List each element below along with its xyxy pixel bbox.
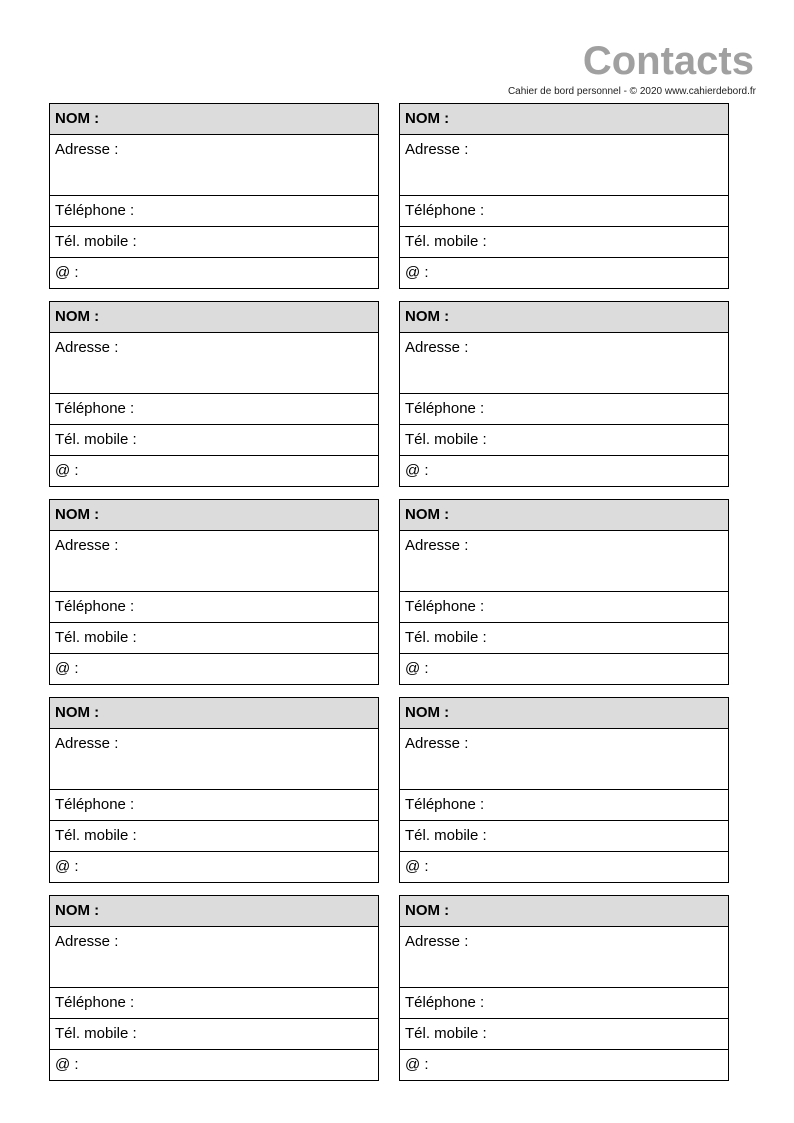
email-field[interactable]: @ : bbox=[55, 264, 79, 282]
mobile-field[interactable]: Tél. mobile : bbox=[400, 227, 728, 258]
mobile-field[interactable]: Tél. mobile : bbox=[50, 425, 378, 456]
phone-field[interactable]: Téléphone : bbox=[50, 196, 378, 227]
name-field[interactable]: NOM : bbox=[50, 104, 378, 135]
address-field[interactable]: Adresse : bbox=[50, 531, 378, 593]
page-subtitle: Cahier de bord personnel - © 2020 www.cahierdebord.fr bbox=[507, 86, 756, 97]
contact-card bbox=[49, 103, 379, 289]
email-field[interactable]: @ : bbox=[405, 1056, 429, 1074]
email-field[interactable]: @ : bbox=[55, 858, 79, 876]
email-field[interactable]: @ : bbox=[405, 264, 429, 282]
mobile-field[interactable]: Tél. mobile : bbox=[400, 1019, 728, 1050]
name-field[interactable]: NOM : bbox=[50, 500, 378, 531]
mobile-field[interactable]: Tél. mobile : bbox=[400, 425, 728, 456]
contact-card bbox=[49, 301, 379, 487]
address-field[interactable]: Adresse : bbox=[400, 135, 728, 197]
address-field[interactable]: Adresse : bbox=[50, 135, 378, 197]
contact-card bbox=[399, 103, 729, 289]
phone-field[interactable]: Téléphone : bbox=[400, 394, 728, 425]
name-field[interactable]: NOM : bbox=[50, 698, 378, 729]
phone-field[interactable]: Téléphone : bbox=[400, 790, 728, 821]
mobile-field[interactable]: Tél. mobile : bbox=[400, 821, 728, 852]
contact-card bbox=[399, 301, 729, 487]
phone-field[interactable]: Téléphone : bbox=[50, 394, 378, 425]
email-field[interactable]: @ : bbox=[405, 660, 429, 678]
email-field[interactable]: @ : bbox=[405, 462, 429, 480]
contact-card bbox=[399, 499, 729, 685]
email-field[interactable]: @ : bbox=[55, 1056, 79, 1074]
name-field[interactable]: NOM : bbox=[400, 302, 728, 333]
mobile-field[interactable]: Tél. mobile : bbox=[50, 227, 378, 258]
contact-card bbox=[49, 697, 379, 883]
name-field[interactable]: NOM : bbox=[50, 302, 378, 333]
address-field[interactable]: Adresse : bbox=[400, 729, 728, 791]
name-field[interactable]: NOM : bbox=[400, 104, 728, 135]
address-field[interactable]: Adresse : bbox=[50, 729, 378, 791]
phone-field[interactable]: Téléphone : bbox=[50, 592, 378, 623]
name-field[interactable]: NOM : bbox=[400, 698, 728, 729]
contact-card bbox=[49, 499, 379, 685]
address-field[interactable]: Adresse : bbox=[50, 333, 378, 395]
phone-field[interactable]: Téléphone : bbox=[50, 988, 378, 1019]
address-field[interactable]: Adresse : bbox=[400, 927, 728, 989]
mobile-field[interactable]: Tél. mobile : bbox=[50, 623, 378, 654]
phone-field[interactable]: Téléphone : bbox=[50, 790, 378, 821]
name-field[interactable]: NOM : bbox=[400, 896, 728, 927]
phone-field[interactable]: Téléphone : bbox=[400, 988, 728, 1019]
page-title: Contacts bbox=[582, 39, 754, 83]
mobile-field[interactable]: Tél. mobile : bbox=[400, 623, 728, 654]
email-field[interactable]: @ : bbox=[55, 660, 79, 678]
contact-card bbox=[49, 895, 379, 1081]
name-field[interactable]: NOM : bbox=[400, 500, 728, 531]
address-field[interactable]: Adresse : bbox=[400, 531, 728, 593]
phone-field[interactable]: Téléphone : bbox=[400, 592, 728, 623]
address-field[interactable]: Adresse : bbox=[50, 927, 378, 989]
email-field[interactable]: @ : bbox=[55, 462, 79, 480]
contact-card bbox=[399, 895, 729, 1081]
address-field[interactable]: Adresse : bbox=[400, 333, 728, 395]
contact-card bbox=[399, 697, 729, 883]
contact-grid bbox=[49, 103, 729, 1081]
phone-field[interactable]: Téléphone : bbox=[400, 196, 728, 227]
mobile-field[interactable]: Tél. mobile : bbox=[50, 1019, 378, 1050]
name-field[interactable]: NOM : bbox=[50, 896, 378, 927]
mobile-field[interactable]: Tél. mobile : bbox=[50, 821, 378, 852]
email-field[interactable]: @ : bbox=[405, 858, 429, 876]
